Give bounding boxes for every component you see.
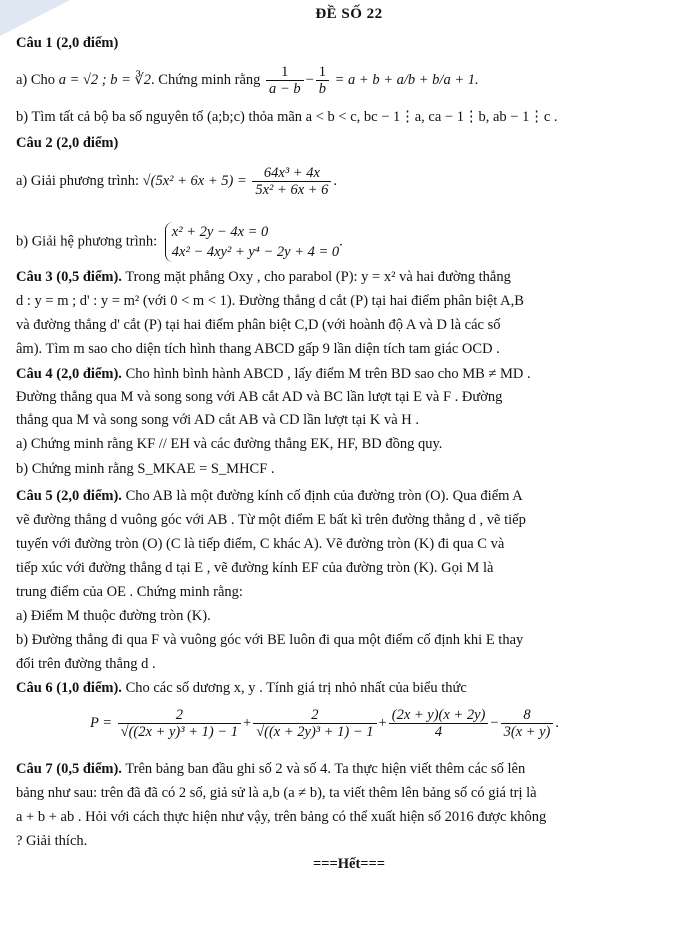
q3-line-4: âm). Tìm m sao cho diện tích hình thang ABCD gấp 9 lần diện tích tam giác OCD . — [16, 341, 500, 357]
q6-heading: Câu 6 (1,0 điểm). — [16, 680, 122, 696]
end-marker: ===Hết=== — [312, 856, 386, 872]
q2-b-eq1: x² + 2y − 4x = 0 — [171, 224, 269, 240]
q5-part-a: a) Điểm M thuộc đường tròn (K). — [16, 608, 211, 624]
q7-line-3: a + b + ab . Hỏi với cách thực hiện như vậy, trên bảng có thể xuất hiện số 2016 được không — [16, 809, 547, 825]
q1-frac-1: $\frac{1}{a - b}$ — [266, 64, 304, 97]
q1-frac-2: $\frac{1}{b}$ — [316, 64, 329, 97]
q5-heading: Câu 5 (2,0 điểm). — [16, 488, 122, 504]
q7-line-2: bảng như sau: trên đã đã có 2 số, giả sử là a,b (a ≠ b), ta viết thêm lên bảng số có giá trị là — [16, 785, 537, 801]
q6-expression: P = $\frac{2}{\text{√((2x + y)³ + 1) − 1}}$ + $\frac{2}{\text{√((x + 2y)³ + 1) − 1}}$ + $\frac{(2x + y)(x + 2y)}{4}$ − $\frac{8}{3(x + y)}$ . — [90, 707, 560, 740]
q4-line-1: Câu 4 (2,0 điểm). Cho hình bình hành ABCD , lấy điểm M trên BD sao cho MB ≠ MD . — [16, 366, 531, 382]
q7-line-4: ? Giải thích. — [16, 833, 88, 849]
q4-part-a: a) Chứng minh rằng KF // EH và các đường thẳng EK, HF, BD đồng quy. — [16, 436, 443, 452]
q4-line-3: thẳng qua M và song song với AD cắt AB và CD lần lượt tại K và H . — [16, 412, 419, 428]
q2-a-text: a) Giải phương trình: — [16, 172, 140, 189]
q6-frac-4: $\frac{8}{3(x + y)}$ — [501, 707, 554, 740]
q7-heading: Câu 7 (0,5 điểm). — [16, 761, 122, 777]
q2-b-eq2: 4x² − 4xy² + y⁴ − 2y + 4 = 0 — [171, 244, 340, 260]
q1-a-text2: . Chứng minh rằng — [151, 71, 261, 88]
q1-a-rhs: = a + b + a/b + b/a + 1. — [334, 71, 479, 88]
q3-line-1: Câu 3 (0,5 điểm). Trong mặt phẳng Oxy , cho parabol (P): y = x² và hai đường thẳng — [16, 269, 511, 285]
q6-p-label: P = — [90, 714, 113, 731]
q3-line-2: d : y = m ; d' : y = m² (với 0 < m < 1). Đường thẳng d cắt (P) tại hai điểm phân biệt A,B — [16, 293, 524, 309]
q3-heading: Câu 3 (0,5 điểm). — [16, 269, 122, 285]
q4-line-2: Đường thẳng qua M và song song với AB cắt AD và BC lần lượt tại E và F . Đường — [16, 389, 503, 405]
q1-a-text1: a) Cho — [16, 71, 56, 88]
q2-b-text: b) Giải hệ phương trình: — [16, 233, 158, 250]
q7-line-1: Câu 7 (0,5 điểm). Trên bảng ban đầu ghi số 2 và số 4. Ta thực hiện viết thêm các số lên — [16, 761, 526, 777]
q5-line-1: Câu 5 (2,0 điểm). Cho AB là một đường kính cố định của đường tròn (O). Qua điểm A — [16, 488, 523, 504]
q2-a-fraction — [252, 165, 331, 198]
q2-part-b: b) Giải hệ phương trình: x² + 2y − 4x = 0 4x² − 4xy² + y⁴ − 2y + 4 = 0 . — [16, 224, 343, 260]
q6-frac-1: $\frac{2}{\text{√((2x + y)³ + 1) − 1}}$ — [118, 707, 241, 740]
q1-a-given: a = √2 ; b = ∛2 — [58, 71, 152, 88]
q2-b-system — [165, 222, 339, 262]
q6-frac-2: $\frac{2}{\text{√((x + 2y)³ + 1) − 1}}$ — [253, 707, 376, 740]
q5-line-2: vẽ đường thẳng d vuông góc với AB . Từ một điểm E bất kì trên đường thẳng d , vẽ tiếp — [16, 512, 526, 528]
q2-a-eq-left: √(5x² + 6x + 5) = — [142, 172, 247, 189]
q2-heading: Câu 2 (2,0 điểm) — [16, 135, 119, 151]
q4-part-b: b) Chứng minh rằng S_MKAE = S_MHCF . — [16, 461, 275, 477]
q6-frac-3: $\frac{(2x + y)(x + 2y)}{4}$ — [389, 707, 489, 740]
exam-title: ĐỀ SỐ 22 — [315, 6, 383, 22]
q2-part-a: a) Giải phương trình: √(5x² + 6x + 5) = $\frac{\text{64x³ + 4x}}{\text{5x² + 6x + 6}}$ . — [16, 165, 338, 198]
q1-part-a: a) Cho a = √2 ; b = ∛2. Chứng minh rằng $\frac{1}{a - b}$ − $\frac{1}{b}$ = a + b + a/b + b/a + 1. — [16, 64, 479, 97]
q1-heading: Câu 1 (2,0 điểm) — [16, 35, 119, 51]
q1-part-b: b) Tìm tất cả bộ ba số nguyên tố (a;b;c) thỏa mãn a < b < c, bc − 1⋮a, ca − 1⋮b, ab − 1⋮c . — [16, 109, 558, 125]
q5-part-b-1: b) Đường thẳng đi qua F và vuông góc với BE luôn đi qua một điểm cố định khi E thay — [16, 632, 524, 648]
q3-line-3: và đường thẳng d' cắt (P) tại hai điểm phân biệt C,D (với hoành độ A và D là các số — [16, 317, 501, 333]
q2-a-den: 5x² + 6x + 6 — [255, 182, 329, 198]
q5-line-3: tuyến với đường tròn (O) (C là tiếp điểm, C khác A). Vẽ đường tròn (K) đi qua C và — [16, 536, 505, 552]
q2-a-num: 64x³ + 4x — [252, 165, 331, 182]
q6-line-1: Câu 6 (1,0 điểm). Cho các số dương x, y . Tính giá trị nhỏ nhất của biểu thức — [16, 680, 467, 696]
q5-line-5: trung điểm của OE . Chứng minh rằng: — [16, 584, 243, 600]
q5-line-4: tiếp xúc với đường thẳng d tại E , vẽ đường kính EF của đường tròn (K). Gọi M là — [16, 560, 494, 576]
q4-heading: Câu 4 (2,0 điểm). — [16, 366, 122, 382]
q5-part-b-2: đổi trên đường thẳng d . — [16, 656, 156, 672]
